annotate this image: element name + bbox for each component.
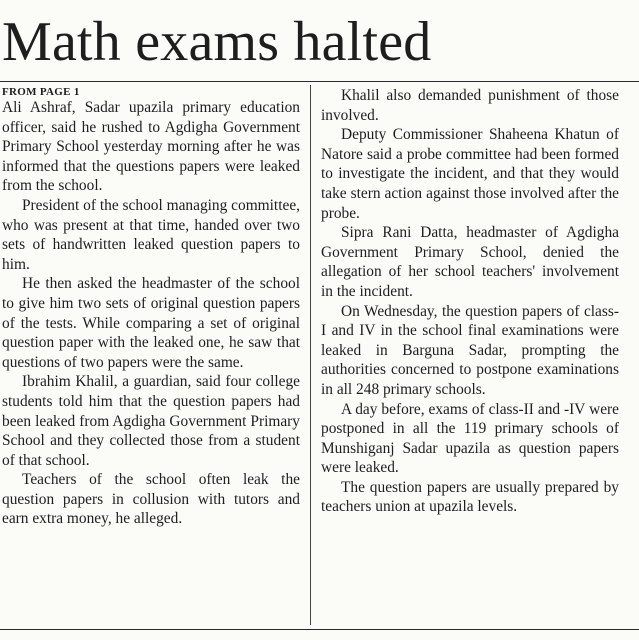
paragraph: Ali Ashraf, Sadar upazila primary education officer, said he rushed to Agdigha Government Primary School yesterday morning after he was informed that the questions papers were leaked from the school. [2, 99, 300, 195]
paragraph: Teachers of the school often leak the question papers in collusion with tutors and earn extra money, he alleged. [2, 471, 300, 528]
bottom-rule [0, 629, 639, 630]
paragraph: Khalil also demanded punishment of those involved. [321, 87, 619, 124]
column-divider [310, 85, 311, 625]
paragraph: A day before, exams of class-II and -IV were postponed in all the 119 primary schools of Munshiganj Sadar upazila as question papers were leaked. [321, 400, 619, 477]
left-column [2, 86, 300, 529]
headline: Math exams halted [2, 11, 432, 73]
right-column [321, 86, 619, 517]
paragraph: Deputy Commissioner Shaheena Khatun of Natore said a probe committee had been formed to investigate the incident, and that they would take stern action against those involved after the probe. [321, 126, 619, 222]
paragraph: Ibrahim Khalil, a guardian, said four college students told him that the question papers had been leaked from Agdigha Government Primary School and they collected those from a student of that school. [2, 373, 300, 469]
paragraph: On Wednesday, the question papers of class-I and IV in the school final examinations were leaked in Barguna Sadar, prompting the authorities concerned to postpone examinations in all 248 primary schools. [321, 302, 619, 398]
paragraph: Sipra Rani Datta, headmaster of Agdigha Government Primary School, denied the allegation of her school teachers' involvement in the incident. [321, 224, 619, 300]
top-rule [0, 81, 639, 82]
kicker: FROM PAGE 1 [2, 86, 80, 98]
paragraph: The question papers are usually prepared by teachers union at upazila levels. [321, 478, 619, 516]
paragraph: President of the school managing committee, who was present at that time, handed over two sets of handwritten leaked question papers to him. [2, 196, 300, 273]
paragraph: He then asked the headmaster of the school to give him two sets of original question papers of the tests. While comparing a set of original question paper with the leaked one, he saw that questions of two papers were the same. [2, 275, 300, 371]
